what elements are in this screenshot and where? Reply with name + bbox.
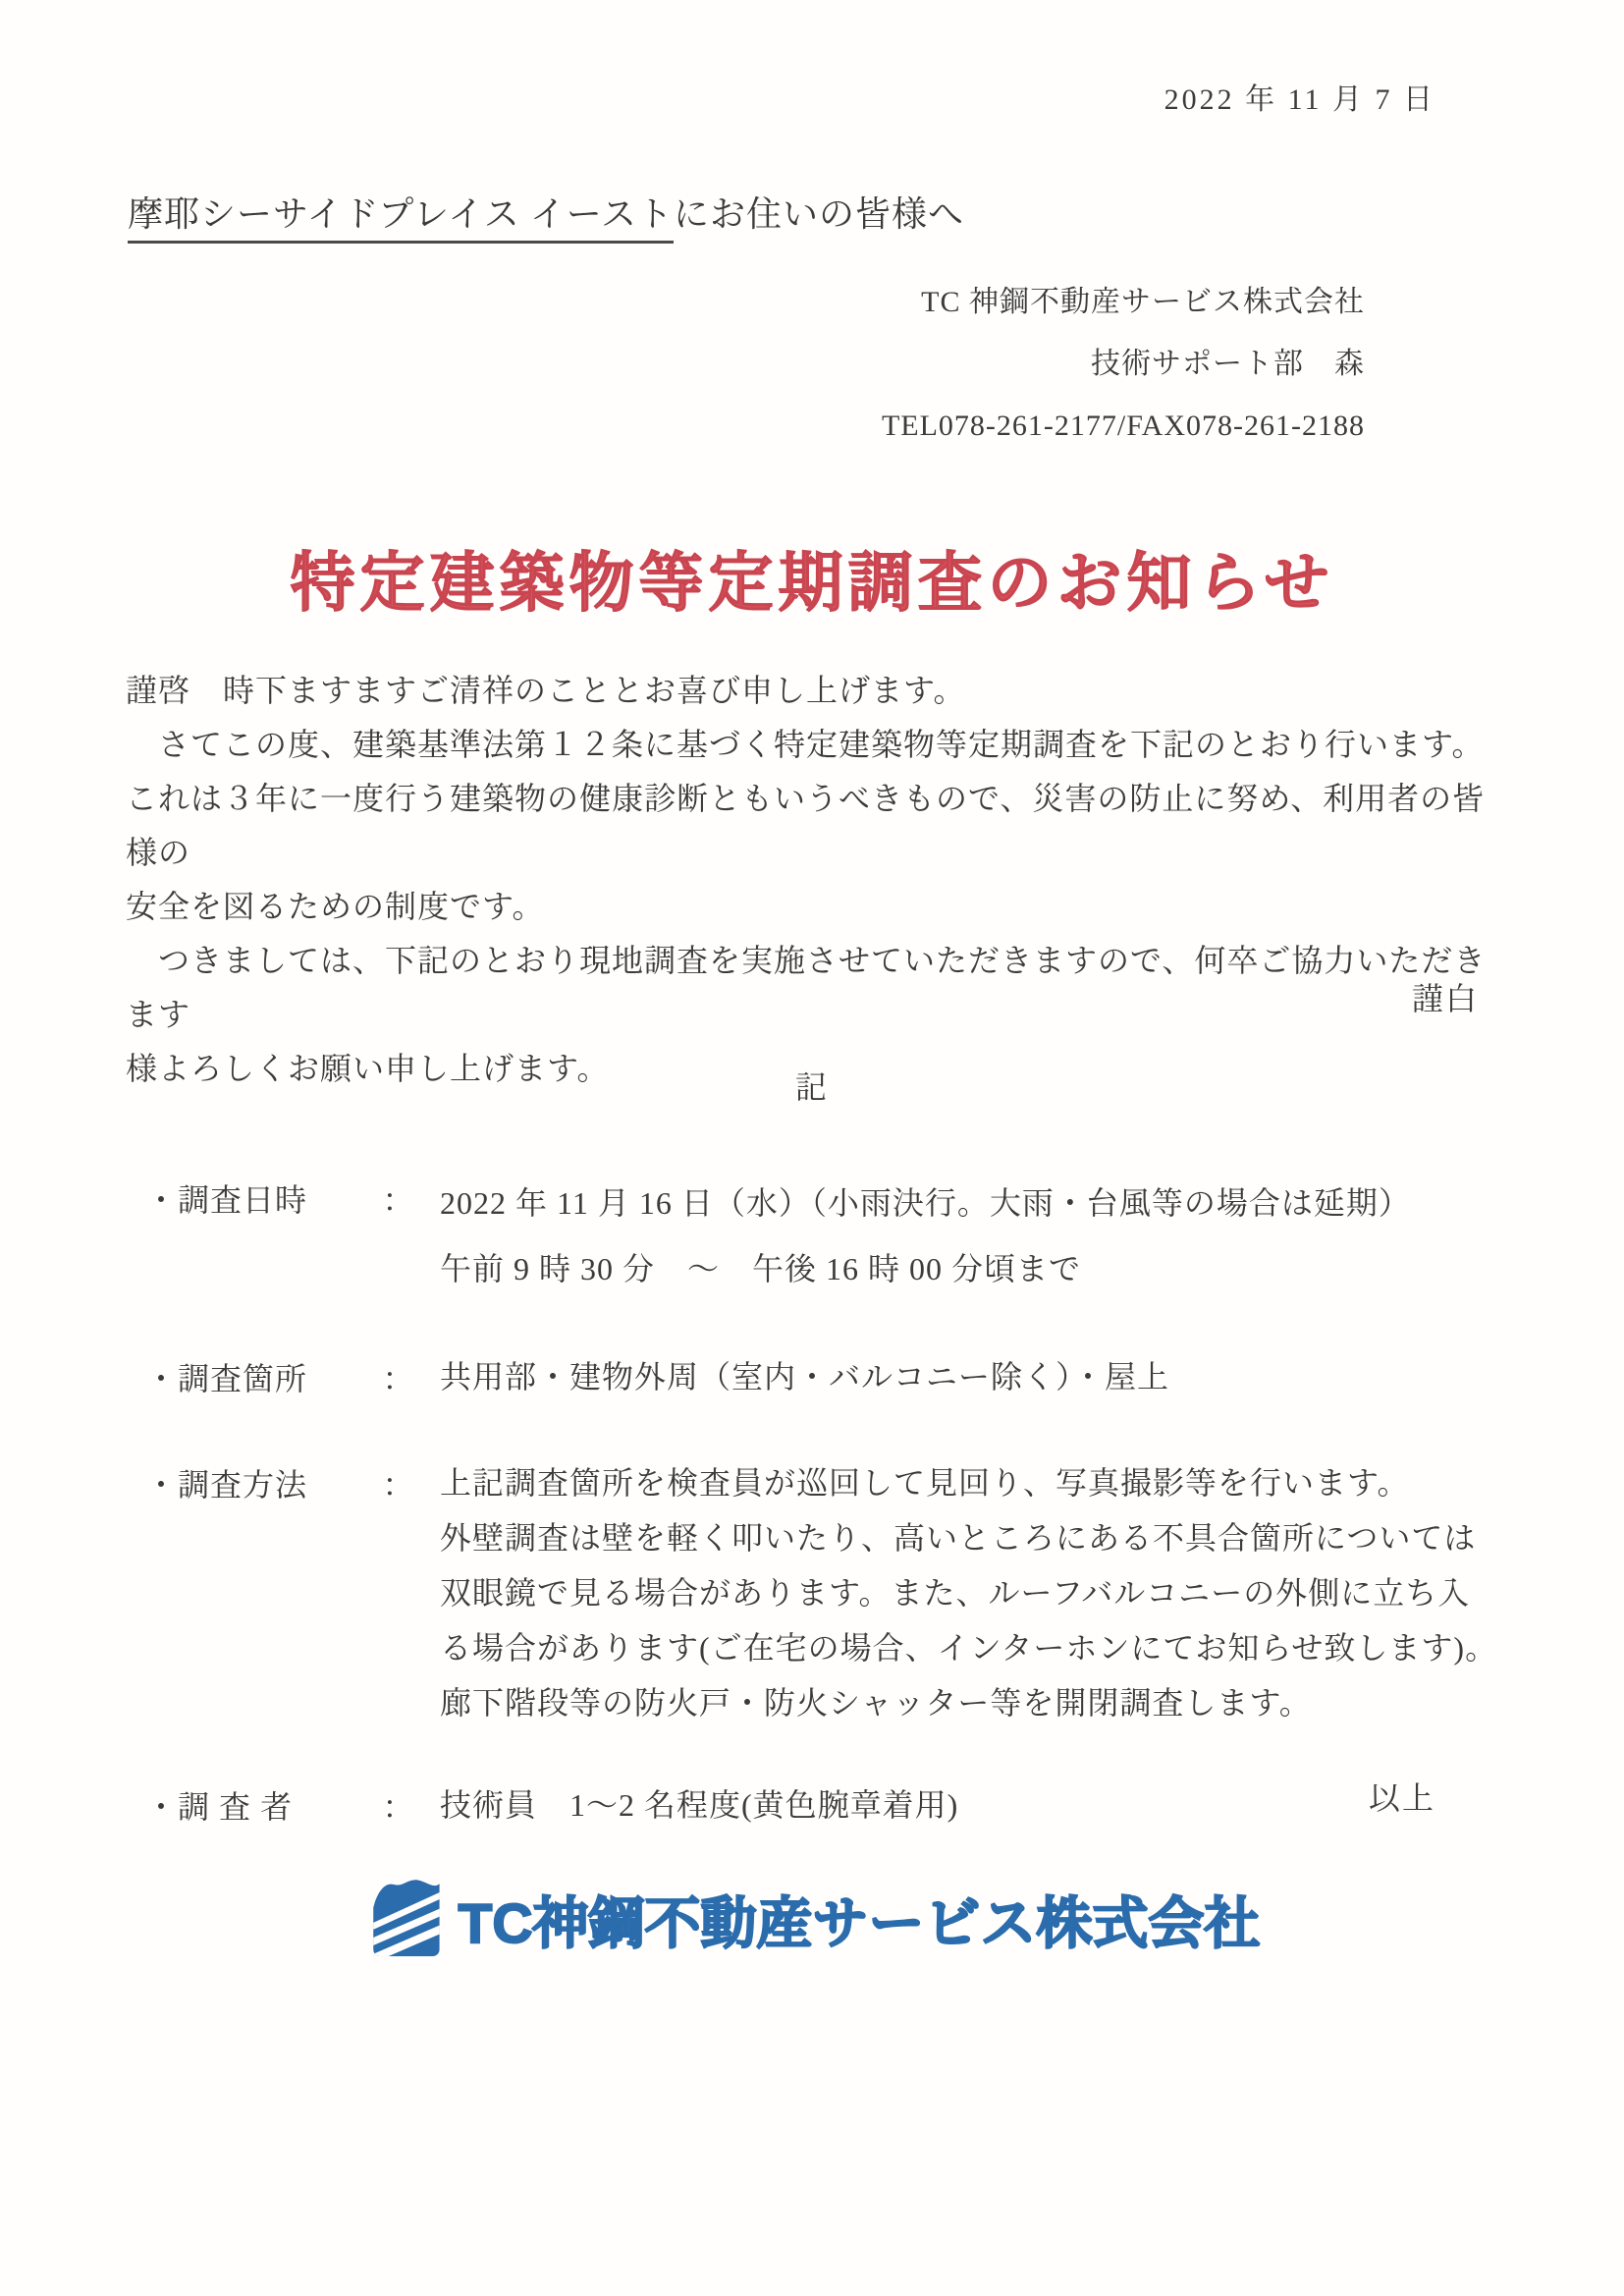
- list-item-surveyor: [145, 1777, 1530, 1836]
- item-label: ・調 査 者: [145, 1789, 294, 1825]
- sender-company: TC 神鋼不動産サービス株式会社: [921, 286, 1365, 318]
- list-item-survey-datetime: [145, 1171, 1530, 1302]
- diagonal-stripes-flag-icon: [364, 1872, 447, 1965]
- item-line: 廊下階段等の防火戸・防火シャッター等を開閉調査します。: [440, 1685, 1312, 1721]
- addressee-suffix: にお住いの皆様へ: [674, 194, 965, 234]
- item-colon: ：: [382, 1789, 414, 1825]
- item-line: 外壁調査は壁を軽く叩いたり、高いところにある不具合箇所については: [440, 1520, 1477, 1556]
- end-marker: 以上: [1368, 1780, 1435, 1816]
- item-colon: ：: [382, 1182, 414, 1218]
- record-marker: 記: [794, 1069, 829, 1105]
- item-line: る場合があります(ご在宅の場合、インターホンにてお知らせ致します)。: [440, 1630, 1498, 1666]
- body-line: 安全を図るための制度です。: [126, 889, 545, 924]
- body-line: つきましては、下記のとおり現地調査を実施させていただきますので、何卒ご協力いただきます: [126, 943, 1487, 1032]
- item-line: 午前 9 時 30 分 ～ 午後 16 時 00 分頃まで: [440, 1251, 1082, 1286]
- item-line: 上記調査箇所を検査員が巡回して見回り、写真撮影等を行います。: [440, 1465, 1410, 1501]
- item-content: [440, 1349, 1530, 1404]
- item-line: 2022 年 11 月 16 日（水）（小雨決行。大雨・台風等の場合は延期）: [440, 1185, 1411, 1221]
- body-line: 謹啓 時下ますますご清祥のこととお喜び申し上げます。: [126, 673, 966, 708]
- body-line: 様よろしくお願い申し上げます。: [126, 1051, 610, 1086]
- addressee-line: [128, 187, 964, 237]
- item-colon: ：: [382, 1467, 414, 1503]
- sender-contact: TEL078-261-2177/FAX078-261-2188: [881, 410, 1365, 442]
- item-label: ・調査方法: [145, 1467, 308, 1503]
- item-label: ・調査箇所: [145, 1361, 308, 1396]
- item-line: 双眼鏡で見る場合があります。また、ルーフバルコニーの外側に立ち入: [440, 1575, 1471, 1611]
- document-date: 2022 年 11 月 7 日: [1164, 83, 1435, 116]
- sender-block: [882, 271, 1365, 457]
- item-content: [440, 1455, 1530, 1730]
- item-colon: ：: [382, 1361, 414, 1396]
- body-paragraphs: [126, 664, 1502, 1096]
- addressee-building-name: 摩耶シーサイドプレイス イースト: [128, 194, 674, 244]
- item-content: [440, 1171, 1530, 1302]
- list-item-survey-location: [145, 1349, 1530, 1408]
- body-line: これは３年に一度行う建築物の健康診断ともいうべきもので、災害の防止に努め、利用者の皆様の: [126, 781, 1486, 870]
- list-item-survey-method: [145, 1455, 1530, 1730]
- detail-list: [145, 1171, 1530, 1884]
- company-logo: [0, 1872, 1624, 1965]
- sender-department: 技術サポート部 森: [1091, 348, 1365, 380]
- page-title: 特定建築物等定期調査のお知らせ: [290, 546, 1334, 619]
- item-label: ・調査日時: [145, 1182, 308, 1218]
- logo-company-name: TC神鋼不動産サービス株式会社: [458, 1891, 1261, 1955]
- item-line: 共用部・建物外周（室内・バルコニー除く）・屋上: [440, 1359, 1170, 1394]
- body-line: さてこの度、建築基準法第１２条に基づく特定建築物等定期調査を下記のとおり行います。: [126, 727, 1485, 762]
- item-content: [440, 1777, 1530, 1832]
- closing-word: 謹白: [1411, 981, 1479, 1016]
- item-line: 技術員 1～2 名程度(黄色腕章着用): [440, 1787, 959, 1823]
